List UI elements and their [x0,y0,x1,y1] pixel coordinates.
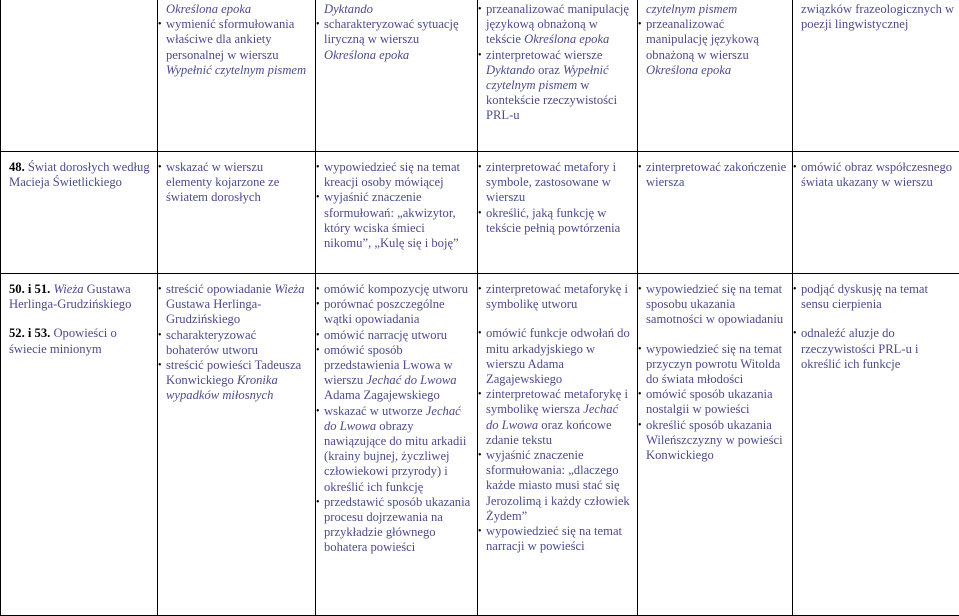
text-run: zinterpretować wiersze [486,48,602,62]
bullet-item [646,17,788,78]
cell-objectives-complete [638,152,793,274]
objective-list [324,160,473,251]
bullet-item [324,282,473,297]
text-run: 48. [9,160,28,174]
text-item [801,2,955,32]
cell-objectives-basic [158,0,316,152]
text-run: Jechać do Lwowa [324,404,461,433]
text-run: oraz końcowe zdanie tekstu [486,418,612,447]
text-run: omówić obraz współczesnego świata ukazany w wierszu [801,160,952,189]
bullet-item [324,343,473,404]
text-run: według Macieja Świetlickiego [9,160,150,189]
bullet-item [486,524,633,554]
table-body [1,0,959,616]
text-run: Adama Zagajewskiego [324,388,440,402]
cell-objectives-advanced [478,152,638,274]
bullet-item [646,342,788,388]
text-run: omówić funkcje odwołań do mitu arkadyjskiego w wierszu Adama Zagajewskiego [486,326,630,386]
text-run: Określona epoka [646,63,731,77]
text-run: Jechać do Lwowa [366,373,456,387]
text-run: wymienić sformułowania właściwe dla ankiety personalnej w wierszu [166,17,294,61]
objective-list [646,160,788,190]
bullet-item [324,297,473,327]
bullet-item [801,326,955,372]
text-run: zinterpretować metaforykę i symbolikę wiersza [486,387,628,416]
bullet-item [324,190,473,251]
objective-list [166,160,311,206]
bullet-item [646,418,788,464]
text-run: omówić kompozycję utworu [324,282,468,296]
text-item [9,326,153,356]
text-run: streścić opowiadanie [166,282,274,296]
text-run: wypowiedzieć się na temat sposobu ukazania samotności w opowiadaniu [646,282,783,326]
bullet-item [486,2,633,48]
objective-list [646,2,788,78]
text-run: wyjaśnić znaczenie sformułowania: „dlaczego każde miasto musi stać się Jerozolimą i każdy człowiek Żydem” [486,448,630,523]
text-run: streścić powieści Tadeusza Konwickiego [166,358,301,387]
text-run: scharakteryzować bohaterów utworu [166,328,258,357]
bullet-item [166,328,311,358]
text-run: Określona epoka [524,32,609,46]
bullet-item [486,326,633,387]
objective-list [166,282,311,404]
bullet-item [486,387,633,448]
text-run: przedstawić sposób ukazania procesu dojrzewania na przykładzie głównego bohatera powieści [324,495,470,555]
text-run: określić sposób ukazania Wileńszczyzny w powieści Konwickiego [646,418,783,462]
text-run: omówić narrację utworu [324,328,447,342]
objective-list [801,282,955,372]
text-run: scharakteryzować sytuację liryczną w wierszu [324,17,459,46]
bullet-item [166,160,311,206]
cell-objectives-excellent [793,0,959,152]
text-run: zinterpretować metaforykę i symbolikę utworu [486,282,628,311]
bullet-item [166,282,311,328]
cell-objectives-extended [316,274,478,616]
bullet-item [486,48,633,124]
text-run: Gustawa Herlinga-Grudzińskiego [9,282,131,311]
text-run: Dyktando [486,63,535,77]
bullet-item [801,282,955,312]
cell-objectives-extended [316,152,478,274]
text-item [9,160,153,190]
text-run: wypowiedzieć się na temat narracji w powieści [486,524,622,553]
text-run: czytelnym pismem [646,2,737,16]
cell-objectives-extended [316,0,478,152]
text-run: oraz [535,63,563,77]
text-run: Wypełnić czytelnym pismem [486,63,609,92]
bullet-item [166,358,311,404]
text-run: Wieża [274,282,304,296]
spacer [646,328,788,342]
objective-list [486,282,633,554]
cell-objectives-complete [638,274,793,616]
text-run: Świat dorosłych [28,160,110,174]
text-run: omówić sposób ukazania nostalgii w powieści [646,387,773,416]
cell-objectives-basic [158,152,316,274]
text-run: podjąć dyskusję na temat sensu cierpienia [801,282,928,311]
objective-list [9,160,153,190]
text-run: w kontekście rzeczywistości PRL-u [486,78,617,122]
bullet-item [646,387,788,417]
text-item [166,2,311,17]
text-run: odnaleźć aluzje do rzeczywistości PRL-u i określić ich funkcje [801,326,919,370]
text-run: wskazać w utworze [324,404,426,418]
text-run: przeanalizować manipulację językową obnażoną w tekście [486,2,629,46]
objective-list [324,2,473,63]
spacer [486,312,633,326]
bullet-item [646,160,788,190]
text-run: Jechać do Lwowa [486,402,618,431]
cell-lesson [1,274,158,616]
objective-list [166,2,311,78]
text-run: porównać poszczególne wątki opowiadania [324,297,445,326]
text-run: obrazy nawiązujące do mitu arkadii (krainy bujnej, życzliwej człowiekowi przyrody) i określić ich funkcję [324,419,466,494]
bullet-item [166,17,311,78]
bullet-item [486,160,633,206]
spacer [801,312,955,326]
text-run: Gustawa Herlinga-Grudzińskiego [166,297,261,326]
cell-objectives-excellent [793,274,959,616]
table-row [1,0,959,152]
bullet-item [486,448,633,524]
text-run: omówić sposób przedstawienia Lwowa w wierszu [324,343,453,387]
cell-lesson [1,152,158,274]
text-run: Wypełnić czytelnym pismem [166,63,306,77]
table-row [1,274,959,616]
bullet-item [486,206,633,236]
bullet-item [324,495,473,556]
text-run: zinterpretować zakończenie wiersza [646,160,786,189]
text-run: określić, jaką funkcję w tekście pełnią powtórzenia [486,206,620,235]
text-run: Określona epoka [166,2,251,16]
cell-objectives-complete [638,0,793,152]
bullet-item [324,160,473,190]
text-run: wypowiedzieć się na temat kreacji osoby mówiącej [324,160,460,189]
text-run: wskazać w wierszu elementy kojarzone ze światem dorosłych [166,160,279,204]
cell-objectives-excellent [793,152,959,274]
objective-list [801,160,955,190]
text-run: 50. i 51. [9,282,53,296]
text-run: Określona epoka [324,48,409,62]
text-run: zinterpretować metafory i symbole, zastosowane w wierszu [486,160,616,204]
cell-objectives-advanced [478,0,638,152]
bullet-item [324,17,473,63]
cell-objectives-basic [158,274,316,616]
text-item [9,282,153,312]
objective-list [486,160,633,236]
bullet-item [324,328,473,343]
text-run: Wieża [53,282,83,296]
objective-list [9,282,153,357]
text-run: Dyktando [324,2,373,16]
text-run: Opowieści o świecie minionym [9,326,117,355]
text-item [324,2,473,17]
objective-list [801,2,955,32]
objective-list [646,282,788,463]
text-run: 52. i 53. [9,326,53,340]
cell-objectives-advanced [478,274,638,616]
text-run: związków frazeologicznych w poezji lingwistycznej [801,2,954,31]
text-run: wyjaśnić znaczenie sformułowań: „akwizytor, który wciska śmieci nikomu”, „Kulę się i boję” [324,190,459,250]
bullet-item [801,160,955,190]
text-run: przeanalizować manipulację językową obnażoną w wierszu [646,17,759,61]
cell-lesson [1,0,158,152]
bullet-item [324,404,473,495]
text-run: wypowiedzieć się na temat przyczyn powrotu Witolda do świata młodości [646,342,782,386]
spacer [9,312,153,326]
bullet-item [486,282,633,312]
table-row [1,152,959,274]
bullet-item [646,282,788,328]
text-item [646,2,788,17]
objective-list [486,2,633,124]
text-run: Kronika wypadków miłosnych [166,373,278,402]
objective-list [324,282,473,556]
